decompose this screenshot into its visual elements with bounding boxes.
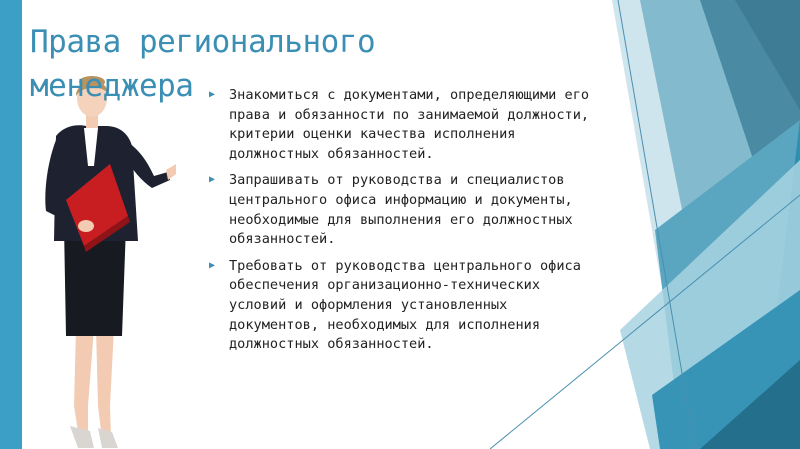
list-item <box>208 86 598 164</box>
triangle-right-icon: ▶ <box>209 259 216 271</box>
bullet-text: Запрашивать от руководства и специалистов центрального офиса информацию и документы, необходимые для выполнения его должностных обязанностей. <box>229 172 573 248</box>
slide-title: Права регионального менеджера <box>30 24 376 104</box>
bullet-list <box>208 86 598 362</box>
bullet-text: Требовать от руководства центрального офиса обеспечения организационно-технических условий и оформления установленных документов, необходимых для исполнения должностных обязанностей. <box>229 257 581 353</box>
list-item <box>208 171 598 249</box>
triangle-right-icon: ▶ <box>209 174 216 186</box>
businesswoman-illustration <box>36 76 176 449</box>
bullet-text: Знакомиться с документами, определяющими его права и обязанности по занимаемой должности, критерии оценки качества исполнения должностных обязанностей. <box>229 87 590 162</box>
triangle-right-icon: ▶ <box>209 89 216 100</box>
list-item <box>208 257 598 355</box>
